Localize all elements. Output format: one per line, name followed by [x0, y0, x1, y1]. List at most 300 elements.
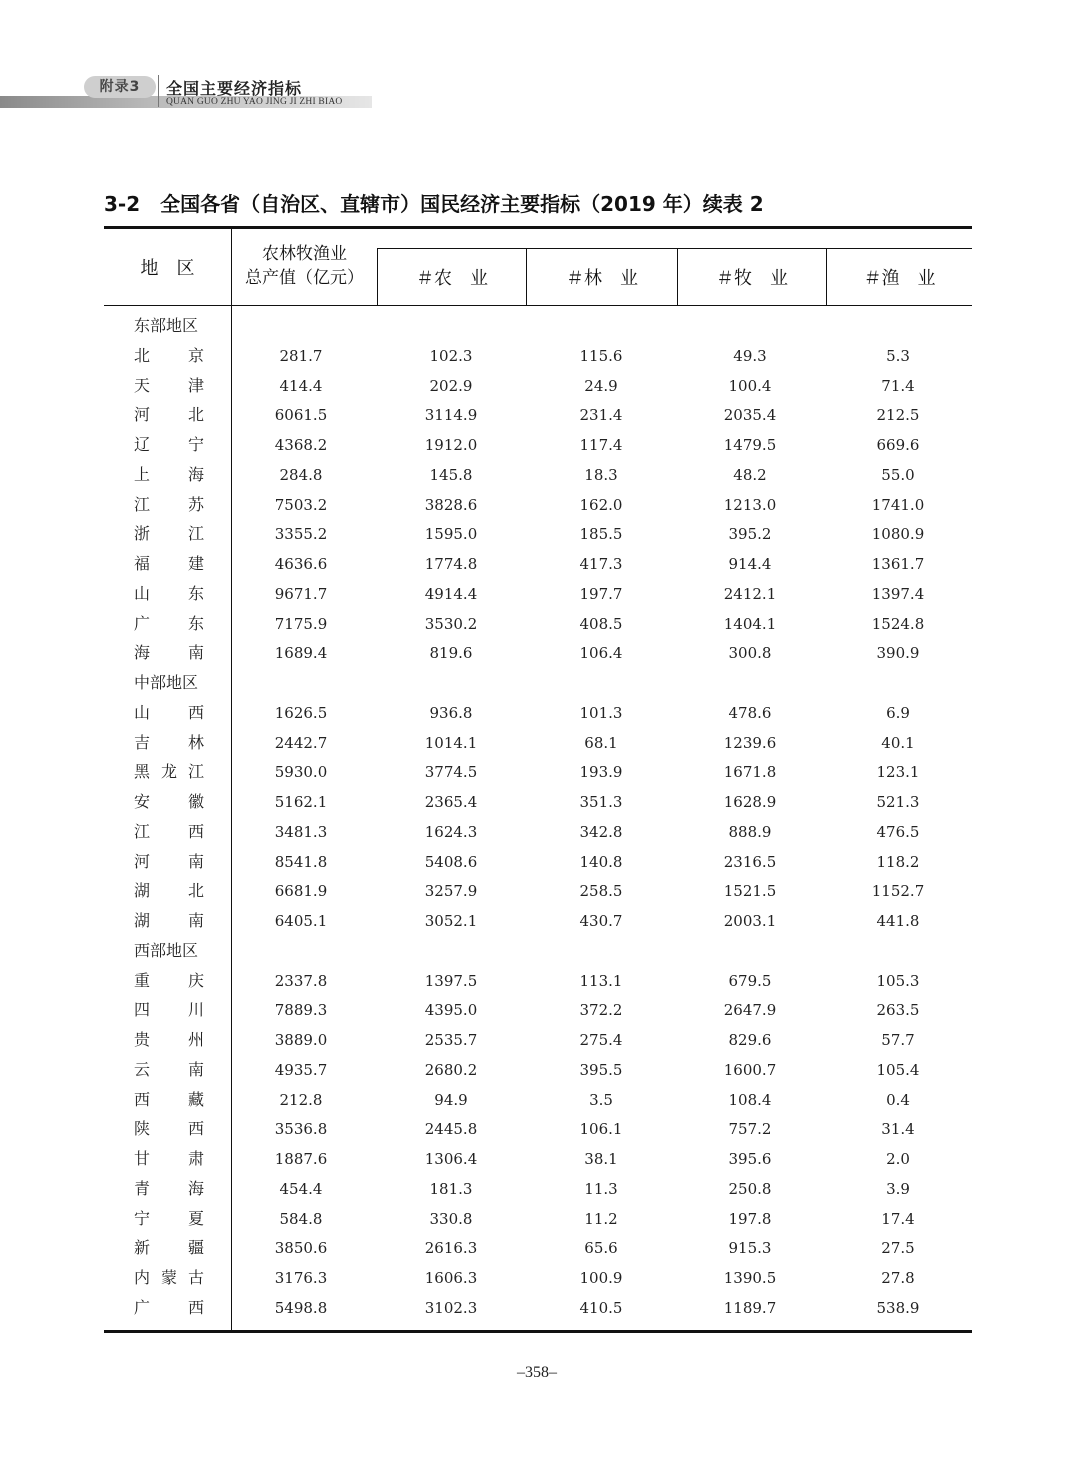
cell-agriculture: 936.8 — [429, 703, 473, 722]
region-name — [134, 460, 204, 490]
cell-fishery: 390.9 — [876, 644, 920, 663]
table-row — [104, 1114, 972, 1144]
cell-forestry: 395.5 — [579, 1060, 623, 1079]
cell-animal-husbandry: 757.2 — [728, 1120, 772, 1139]
cell-agriculture: 1624.3 — [424, 822, 478, 841]
cell-fishery: 1397.4 — [871, 584, 925, 603]
region-name — [134, 1204, 204, 1234]
region-name — [134, 1085, 204, 1115]
cell-total-output: 6681.9 — [274, 882, 328, 901]
cell-total-output: 454.4 — [279, 1179, 323, 1198]
table-row — [104, 1233, 972, 1263]
region-name-char: 西 — [134, 1089, 151, 1109]
cell-forestry: 115.6 — [579, 346, 623, 365]
region-name-char: 江 — [134, 821, 151, 841]
region-group-row — [104, 668, 972, 698]
cell-fishery: 2.0 — [886, 1150, 910, 1168]
region-name-char: 疆 — [187, 1238, 204, 1258]
table-row — [104, 966, 972, 996]
region-name-char: 山 — [134, 583, 151, 603]
cell-total-output: 2442.7 — [274, 733, 328, 752]
cell-total-output: 3536.8 — [274, 1120, 328, 1139]
cell-forestry: 101.3 — [579, 703, 623, 722]
cell-animal-husbandry: 395.2 — [728, 525, 772, 544]
region-name-char: 西 — [187, 821, 204, 841]
cell-fishery: 521.3 — [876, 793, 920, 811]
table-row — [104, 995, 972, 1025]
cell-fishery: 17.4 — [881, 1209, 915, 1228]
region-name-char: 广 — [134, 613, 151, 633]
cell-animal-husbandry: 914.4 — [728, 555, 772, 573]
header-title: 全国主要经济指标 — [166, 79, 303, 98]
table-row — [104, 579, 972, 609]
table-row — [104, 430, 972, 460]
region-name-char: 福 — [134, 554, 151, 573]
region-name-char: 徽 — [187, 792, 204, 811]
table-row — [104, 1055, 972, 1085]
region-name — [134, 430, 204, 460]
cell-fishery: 1741.0 — [871, 495, 925, 514]
region-name-char: 夏 — [187, 1208, 204, 1228]
table-row — [104, 728, 972, 758]
cell-forestry: 258.5 — [579, 882, 623, 901]
cell-forestry: 231.4 — [579, 406, 623, 425]
cell-forestry: 18.3 — [584, 465, 618, 484]
region-name — [134, 341, 204, 371]
cell-total-output: 8541.8 — [274, 852, 328, 871]
header-bottom-rule — [104, 305, 972, 306]
cell-fishery: 71.4 — [881, 376, 915, 395]
table-row — [104, 1025, 972, 1055]
cell-agriculture: 3102.3 — [424, 1298, 478, 1317]
cell-forestry: 11.3 — [584, 1179, 618, 1198]
cell-total-output: 284.8 — [279, 465, 323, 484]
cell-agriculture: 145.8 — [429, 465, 473, 484]
region-name-char: 辽 — [134, 435, 151, 454]
region-name — [134, 876, 204, 906]
cell-agriculture: 202.9 — [429, 376, 473, 395]
cell-total-output: 3355.2 — [274, 525, 328, 544]
cell-fishery: 105.3 — [876, 971, 920, 990]
cell-total-output: 4368.2 — [274, 436, 328, 454]
table-row — [104, 906, 972, 936]
region-name-char: 天 — [134, 375, 151, 395]
cell-animal-husbandry: 1390.5 — [723, 1269, 777, 1287]
region-name — [134, 490, 204, 520]
table-row — [104, 847, 972, 877]
region-name-char: 湖 — [134, 881, 151, 901]
cell-agriculture: 3114.9 — [424, 406, 478, 425]
cell-agriculture: 2616.3 — [424, 1239, 478, 1258]
cell-fishery: 123.1 — [876, 763, 920, 782]
cell-agriculture: 4395.0 — [424, 1001, 478, 1020]
cell-agriculture: 1595.0 — [424, 525, 478, 544]
table-row — [104, 341, 972, 371]
region-name-char: 龙 — [160, 762, 177, 782]
region-name-char: 西 — [187, 1119, 204, 1139]
cell-total-output: 3850.6 — [274, 1239, 328, 1258]
region-group-row — [104, 936, 972, 966]
cell-animal-husbandry: 1521.5 — [723, 882, 777, 901]
region-name-char: 黑 — [134, 762, 151, 782]
cell-forestry: 430.7 — [579, 912, 623, 930]
cell-agriculture: 2445.8 — [424, 1120, 478, 1139]
region-name-char: 南 — [187, 643, 204, 663]
region-name-char: 山 — [134, 702, 151, 722]
cell-forestry: 68.1 — [584, 733, 618, 752]
table-row — [104, 549, 972, 579]
cell-animal-husbandry: 2035.4 — [723, 406, 777, 425]
cell-forestry: 140.8 — [579, 852, 623, 871]
cell-animal-husbandry: 2316.5 — [723, 852, 777, 871]
region-name-char: 浙 — [134, 524, 151, 544]
cell-agriculture: 2535.7 — [424, 1031, 478, 1049]
cell-fishery: 40.1 — [881, 733, 915, 752]
region-name-char: 林 — [187, 732, 204, 752]
cell-total-output: 5498.8 — [274, 1298, 328, 1317]
cell-fishery: 1080.9 — [871, 525, 925, 544]
region-name-char: 甘 — [134, 1149, 151, 1168]
region-name — [134, 371, 204, 401]
region-name-char: 北 — [187, 881, 204, 901]
column-header-region: 地 区 — [140, 258, 195, 279]
cell-fishery: 27.8 — [881, 1269, 915, 1287]
cell-total-output: 3176.3 — [274, 1269, 328, 1287]
table-row — [104, 1263, 972, 1293]
cell-animal-husbandry: 1213.0 — [723, 495, 777, 514]
region-name — [134, 906, 204, 936]
table-row — [104, 1085, 972, 1115]
cell-animal-husbandry: 1671.8 — [723, 763, 777, 782]
cell-fishery: 118.2 — [876, 852, 920, 871]
cell-fishery: 1524.8 — [871, 614, 925, 633]
region-name-char: 吉 — [134, 732, 151, 752]
cell-agriculture: 1397.5 — [424, 971, 478, 990]
table-row — [104, 609, 972, 639]
cell-total-output: 4636.6 — [274, 555, 328, 573]
region-name-char: 苏 — [187, 494, 204, 514]
region-name-char: 海 — [187, 1178, 204, 1198]
cell-fishery: 57.7 — [881, 1031, 915, 1049]
cell-animal-husbandry: 1189.7 — [723, 1298, 777, 1317]
cell-agriculture: 2680.2 — [424, 1060, 478, 1079]
cell-agriculture: 2365.4 — [424, 793, 478, 811]
region-name — [134, 519, 204, 549]
cell-agriculture: 1014.1 — [424, 733, 478, 752]
cell-forestry: 197.7 — [579, 584, 623, 603]
cell-fishery: 538.9 — [876, 1298, 920, 1317]
region-name-char: 北 — [187, 405, 204, 425]
region-name-char: 古 — [187, 1268, 204, 1287]
cell-total-output: 212.8 — [279, 1090, 323, 1109]
region-name — [134, 787, 204, 817]
cell-total-output: 7889.3 — [274, 1001, 328, 1020]
region-name-char: 东 — [187, 613, 204, 633]
cell-animal-husbandry: 197.8 — [728, 1209, 772, 1228]
cell-total-output: 9671.7 — [274, 584, 328, 603]
region-name-char: 新 — [134, 1238, 151, 1258]
cell-forestry: 408.5 — [579, 614, 623, 633]
cell-forestry: 185.5 — [579, 525, 623, 544]
cell-forestry: 351.3 — [579, 793, 623, 811]
region-name-char: 庆 — [187, 970, 204, 990]
region-name-char: 河 — [134, 851, 151, 871]
cell-animal-husbandry: 100.4 — [728, 376, 772, 395]
cell-fishery: 31.4 — [881, 1120, 915, 1139]
cell-total-output: 281.7 — [279, 346, 323, 365]
region-name — [134, 1293, 204, 1323]
cell-forestry: 11.2 — [584, 1209, 618, 1228]
cell-animal-husbandry: 679.5 — [728, 971, 772, 990]
cell-animal-husbandry: 829.6 — [728, 1031, 772, 1049]
table-row — [104, 638, 972, 668]
region-name — [134, 995, 204, 1025]
cell-fishery: 55.0 — [881, 465, 915, 484]
cell-fishery: 0.4 — [886, 1090, 910, 1109]
cell-fishery: 212.5 — [876, 406, 920, 425]
cell-forestry: 38.1 — [584, 1150, 618, 1168]
region-name — [134, 1144, 204, 1174]
cell-agriculture: 102.3 — [429, 346, 473, 365]
column-header-total-line2: 总产值（亿元） — [245, 268, 364, 288]
region-name-char: 青 — [134, 1178, 151, 1198]
column-header-total-line1: 农林牧渔业 — [262, 244, 347, 264]
cell-animal-husbandry: 2003.1 — [723, 912, 777, 930]
cell-animal-husbandry: 250.8 — [728, 1179, 772, 1198]
cell-total-output: 1626.5 — [274, 703, 328, 722]
region-name-char: 宁 — [187, 435, 204, 454]
cell-agriculture: 1912.0 — [424, 436, 478, 454]
region-name — [134, 1114, 204, 1144]
cell-fishery: 3.9 — [886, 1179, 910, 1198]
table-row — [104, 1293, 972, 1323]
region-name-char: 江 — [187, 762, 204, 782]
header-subtitle: QUAN GUO ZHU YAO JING JI ZHI BIAO — [166, 97, 343, 107]
region-name-char: 藏 — [187, 1089, 204, 1109]
cell-agriculture: 3774.5 — [424, 763, 478, 782]
region-name-char: 建 — [187, 554, 204, 573]
table-row — [104, 371, 972, 401]
region-name-char: 南 — [187, 911, 204, 930]
cell-fishery: 476.5 — [876, 822, 920, 841]
region-name-char: 四 — [134, 1000, 151, 1020]
region-name-char: 州 — [187, 1030, 204, 1049]
region-group-label: 东部地区 — [134, 316, 199, 335]
region-name — [134, 966, 204, 996]
column-header-agriculture: ＃农 业 — [416, 268, 488, 289]
table-top-rule — [104, 226, 972, 229]
cell-agriculture: 4914.4 — [424, 584, 478, 603]
cell-forestry: 193.9 — [579, 763, 623, 782]
cell-agriculture: 1306.4 — [424, 1150, 478, 1168]
region-name-char: 川 — [187, 1000, 204, 1020]
cell-agriculture: 330.8 — [429, 1209, 473, 1228]
region-name-char: 东 — [187, 583, 204, 603]
region-name — [134, 817, 204, 847]
cell-fishery: 6.9 — [886, 703, 910, 722]
cell-animal-husbandry: 108.4 — [728, 1090, 772, 1109]
region-name-char: 南 — [187, 1059, 204, 1079]
region-name-char: 津 — [187, 375, 204, 395]
cell-agriculture: 3530.2 — [424, 614, 478, 633]
cell-animal-husbandry: 300.8 — [728, 644, 772, 663]
table-row — [104, 1204, 972, 1234]
region-name — [134, 1055, 204, 1085]
region-group-label: 中部地区 — [134, 673, 199, 692]
cell-fishery: 669.6 — [876, 436, 920, 454]
cell-total-output: 6061.5 — [274, 406, 328, 425]
region-name-char: 江 — [134, 494, 151, 514]
cell-agriculture: 1606.3 — [424, 1269, 478, 1287]
cell-forestry: 117.4 — [579, 436, 623, 454]
region-name — [134, 847, 204, 877]
cell-animal-husbandry: 478.6 — [728, 703, 772, 722]
region-name — [134, 579, 204, 609]
cell-total-output: 1689.4 — [274, 644, 328, 663]
cell-forestry: 410.5 — [579, 1298, 623, 1317]
cell-total-output: 7175.9 — [274, 614, 328, 633]
region-name-char: 广 — [134, 1297, 151, 1317]
region-group-row — [104, 311, 972, 341]
cell-fishery: 1361.7 — [871, 555, 925, 573]
table-row — [104, 490, 972, 520]
cell-fishery: 263.5 — [876, 1001, 920, 1020]
cell-agriculture: 3052.1 — [424, 912, 478, 930]
cell-forestry: 3.5 — [589, 1090, 613, 1109]
cell-agriculture: 3257.9 — [424, 882, 478, 901]
cell-total-output: 5930.0 — [274, 763, 328, 782]
region-name — [134, 757, 204, 787]
table-bottom-rule — [104, 1330, 972, 1333]
cell-agriculture: 1774.8 — [424, 555, 478, 573]
region-group-label: 西部地区 — [134, 940, 199, 960]
region-name-char: 海 — [134, 643, 151, 663]
region-name-char: 西 — [187, 1297, 204, 1317]
region-name-char: 海 — [187, 464, 204, 484]
table-row — [104, 519, 972, 549]
column-header-fishery: ＃渔 业 — [863, 268, 936, 289]
column-header-forestry: ＃林 业 — [566, 268, 638, 289]
table-title: 3-2 全国各省（自治区、直辖市）国民经济主要指标（2019 年）续表 2 — [104, 192, 764, 216]
table-row — [104, 876, 972, 906]
region-name-char: 上 — [134, 464, 151, 484]
cell-animal-husbandry: 49.3 — [733, 346, 767, 365]
region-name-char: 北 — [134, 345, 151, 365]
region-name-char: 肃 — [187, 1149, 204, 1168]
cell-total-output: 2337.8 — [274, 971, 328, 990]
cell-forestry: 106.4 — [579, 644, 623, 663]
header-divider — [158, 75, 159, 107]
region-name-char: 河 — [134, 405, 151, 425]
cell-animal-husbandry: 1239.6 — [723, 733, 777, 752]
cell-animal-husbandry: 48.2 — [733, 465, 767, 484]
region-name — [134, 1233, 204, 1263]
cell-animal-husbandry: 2647.9 — [723, 1001, 777, 1020]
appendix-badge: 附录3 — [84, 76, 156, 98]
region-name — [134, 1263, 204, 1293]
cell-total-output: 414.4 — [279, 376, 323, 395]
cell-animal-husbandry: 1600.7 — [723, 1060, 777, 1079]
region-name — [134, 728, 204, 758]
region-name-char: 安 — [134, 792, 151, 811]
cell-animal-husbandry: 1479.5 — [723, 436, 777, 454]
page-number: –358– — [517, 1364, 557, 1381]
cell-total-output: 6405.1 — [274, 912, 328, 930]
table-row — [104, 698, 972, 728]
region-name — [134, 1174, 204, 1204]
table-row — [104, 1144, 972, 1174]
cell-forestry: 106.1 — [579, 1120, 623, 1139]
cell-agriculture: 3828.6 — [424, 495, 478, 514]
cell-agriculture: 181.3 — [429, 1179, 473, 1198]
table-row — [104, 757, 972, 787]
region-name-char: 重 — [134, 970, 151, 990]
cell-forestry: 162.0 — [579, 495, 623, 514]
cell-total-output: 584.8 — [279, 1209, 323, 1228]
region-name — [134, 638, 204, 668]
region-name — [134, 698, 204, 728]
cell-forestry: 24.9 — [584, 376, 618, 395]
cell-forestry: 100.9 — [579, 1269, 623, 1287]
region-name-char: 南 — [187, 851, 204, 871]
cell-forestry: 65.6 — [584, 1239, 618, 1258]
region-name-char: 蒙 — [160, 1268, 177, 1287]
cell-forestry: 417.3 — [579, 555, 623, 573]
cell-fishery: 1152.7 — [871, 882, 925, 901]
cell-fishery: 105.4 — [876, 1060, 920, 1079]
cell-animal-husbandry: 2412.1 — [723, 584, 777, 603]
region-name — [134, 1025, 204, 1055]
region-name-char: 湖 — [134, 911, 151, 930]
cell-agriculture: 94.9 — [434, 1090, 468, 1109]
cell-forestry: 275.4 — [579, 1031, 623, 1049]
column-header-animal-husbandry: ＃牧 业 — [716, 268, 788, 289]
region-name — [134, 609, 204, 639]
region-name-char: 内 — [134, 1268, 151, 1287]
cell-fishery: 5.3 — [886, 346, 910, 365]
cell-total-output: 5162.1 — [274, 793, 328, 811]
region-name-char: 云 — [134, 1059, 151, 1079]
region-name-char: 宁 — [134, 1208, 151, 1228]
cell-total-output: 3481.3 — [274, 822, 328, 841]
table-row — [104, 787, 972, 817]
cell-animal-husbandry: 1628.9 — [723, 793, 777, 811]
region-name-char: 西 — [187, 702, 204, 722]
cell-forestry: 113.1 — [579, 971, 623, 990]
region-name-char: 陕 — [134, 1119, 151, 1139]
cell-forestry: 372.2 — [579, 1001, 623, 1020]
cell-total-output: 7503.2 — [274, 495, 328, 514]
region-name-char: 贵 — [134, 1030, 151, 1049]
region-name-char: 江 — [187, 524, 204, 544]
region-name — [134, 400, 204, 430]
cell-total-output: 4935.7 — [274, 1060, 328, 1079]
table-row — [104, 1174, 972, 1204]
cell-animal-husbandry: 888.9 — [728, 822, 772, 841]
cell-animal-husbandry: 395.6 — [728, 1150, 772, 1168]
cell-agriculture: 5408.6 — [424, 852, 478, 871]
cell-forestry: 342.8 — [579, 822, 623, 841]
cell-total-output: 1887.6 — [274, 1150, 328, 1168]
cell-agriculture: 819.6 — [429, 644, 473, 663]
cell-total-output: 3889.0 — [274, 1031, 328, 1049]
region-name-char: 京 — [187, 345, 204, 365]
cell-fishery: 27.5 — [881, 1239, 915, 1258]
cell-fishery: 441.8 — [876, 912, 920, 930]
column-header-total — [232, 240, 377, 292]
region-name — [134, 549, 204, 579]
table-row — [104, 400, 972, 430]
